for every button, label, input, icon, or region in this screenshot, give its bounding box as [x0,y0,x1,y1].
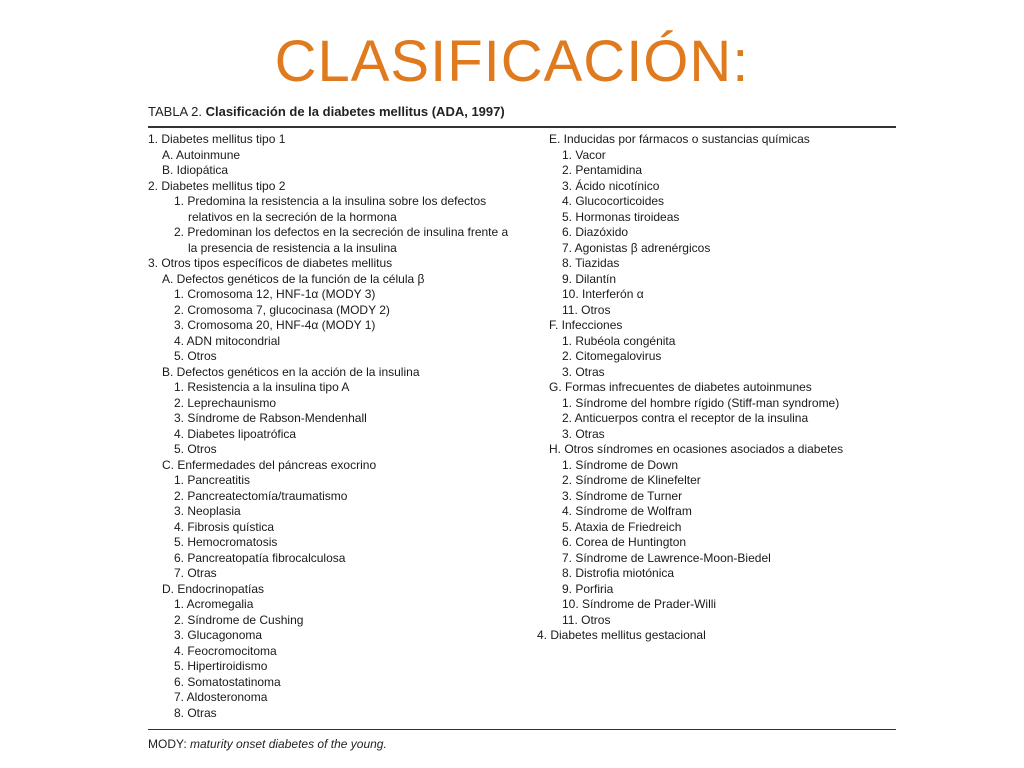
list-item: 8. Distrofia miotónica [562,566,675,580]
list-item: 6. Somatostatinoma [174,674,281,689]
list-item: 4. Diabetes mellitus gestacional [537,628,706,642]
list-item: 2. Predominan los defectos en la secreción de insulina frente a [174,225,509,239]
list-item: 1. Predomina la resistencia a la insulina sobre los defectos [174,194,487,208]
list-item: 3. Glucagonoma [174,628,263,642]
list-item: 5. Ataxia de Friedreich [562,519,682,534]
list-item: 3. Síndrome de Turner [562,488,683,503]
list-item: 6. Diazóxido [562,225,629,239]
list-item: 2. Diabetes mellitus tipo 2 [148,178,286,193]
list-item: 3. Cromosoma 20, HNF-4α (MODY 1) [174,318,376,332]
list-item: 5. Otros [174,442,217,456]
list-item: 4. Feocromocitoma [174,643,277,658]
footnote-abbr: MODY: [148,737,187,751]
list-item: 3. Síndrome de Rabson-Mendenhall [174,411,367,425]
top-rule [148,126,896,128]
list-item: E. Inducidas por fármacos o sustancias químicas [549,132,810,146]
list-item: 9. Porfiria [562,581,614,596]
list-item: H. Otros síndromes en ocasiones asociados a diabetes [549,442,844,456]
list-item: 4. Diabetes lipoatrófica [174,426,297,441]
list-item: 1. Diabetes mellitus tipo 1 [148,132,286,146]
right-column [537,132,897,644]
list-item: 3. Ácido nicotínico [562,178,660,193]
footnote [148,737,387,751]
list-item: 2. Síndrome de Klinefelter [562,473,701,487]
left-column [148,132,528,721]
list-item: 4. ADN mitocondrial [174,333,281,348]
list-item: 5. Hipertiroidismo [174,659,268,673]
list-item: 7. Otras [174,566,217,580]
list-item: 11. Otros [562,612,611,627]
list-item: D. Endocrinopatías [162,581,265,596]
list-item: 5. Hormonas tiroideas [562,209,680,224]
table-title: Clasificación de la diabetes mellitus (ADA, 1997) [205,104,505,119]
list-item: 7. Aldosteronoma [174,690,268,704]
list-item: B. Idiopática [162,163,229,177]
list-item: 3. Otras [562,426,605,441]
slide-title: CLASIFICACIÓN: [274,29,750,94]
list-item: 1. Rubéola congénita [562,333,676,348]
list-item: 9. Dilantín [562,271,617,286]
list-item: 1. Síndrome del hombre rígido (Stiff-man syndrome) [562,395,840,410]
list-item: 2. Anticuerpos contra el receptor de la insulina [562,411,809,425]
list-item: 2. Cromosoma 7, glucocinasa (MODY 2) [174,302,390,317]
list-item: 1. Pancreatitis [174,473,251,487]
list-item: A. Defectos genéticos de la función de la célula β [162,271,425,286]
list-item: G. Formas infrecuentes de diabetes autoinmunes [549,380,812,394]
list-item: 2. Pentamidina [562,163,643,177]
list-item: 8. Otras [174,705,217,720]
list-item: 4. Glucocorticoides [562,194,665,208]
list-item: 1. Vacor [562,147,606,162]
list-item: 5. Hemocromatosis [174,535,278,549]
list-item: la presencia de resistencia a la insulina [188,240,397,255]
list-item: 7. Agonistas β adrenérgicos [562,240,711,255]
list-item: 1. Resistencia a la insulina tipo A [174,380,350,394]
footnote-text: maturity onset diabetes of the young. [190,737,387,751]
list-item: 7. Síndrome de Lawrence-Moon-Biedel [562,550,771,565]
list-item: 6. Pancreatopatía fibrocalculosa [174,550,346,565]
list-item: 6. Corea de Huntington [562,535,687,549]
list-item: relativos en la secreción de la hormona [188,209,397,224]
list-item: 3. Otros tipos específicos de diabetes mellitus [148,256,393,270]
list-item: A. Autoinmune [162,147,241,162]
list-item: 1. Cromosoma 12, HNF-1α (MODY 3) [174,287,376,301]
list-item: 1. Acromegalia [174,597,254,611]
table-caption [148,104,896,119]
list-item: 10. Interferón α [562,287,644,301]
list-item: B. Defectos genéticos en la acción de la insulina [162,364,420,379]
list-item: C. Enfermedades del páncreas exocrino [162,457,377,472]
list-item: 3. Neoplasia [174,504,241,518]
table-label: TABLA 2. [148,104,202,119]
list-item: 8. Tiazidas [562,256,620,270]
bottom-rule [148,729,896,730]
list-item: 5. Otros [174,349,217,363]
list-item: F. Infecciones [549,318,623,332]
list-item: 11. Otros [562,302,611,317]
list-item: 4. Síndrome de Wolfram [562,504,692,518]
list-item: 4. Fibrosis quística [174,519,275,534]
list-item: 2. Leprechaunismo [174,395,277,410]
list-item: 2. Síndrome de Cushing [174,612,304,627]
list-item: 2. Citomegalovirus [562,349,662,363]
list-item: 3. Otras [562,364,605,379]
list-item: 2. Pancreatectomía/traumatismo [174,488,348,503]
list-item: 1. Síndrome de Down [562,457,679,472]
list-item: 10. Síndrome de Prader-Willi [562,597,717,611]
